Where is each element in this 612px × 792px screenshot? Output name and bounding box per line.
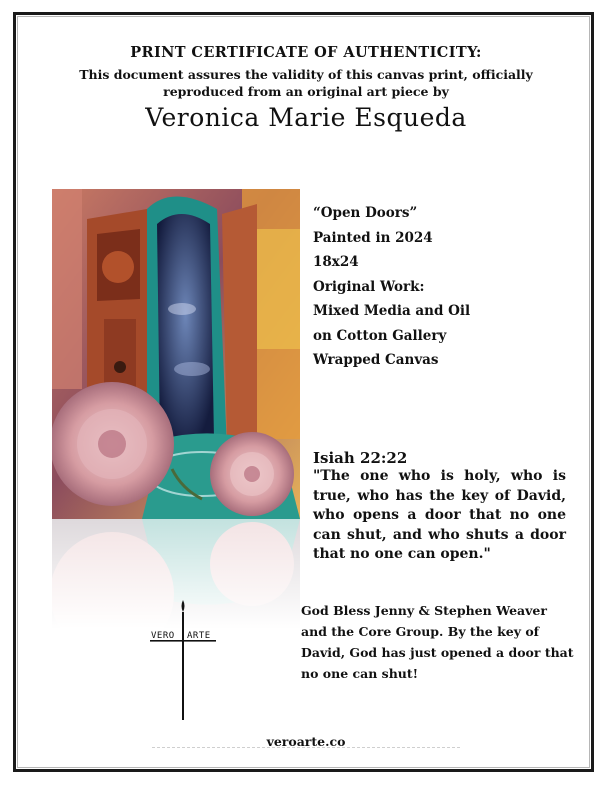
- open-doors-painting: [52, 189, 300, 519]
- artwork-title: “Open Doors”: [313, 205, 418, 221]
- artist-name: Veronica Marie Esqueda: [145, 103, 467, 132]
- artwork-medium-line-2: on Cotton Gallery: [313, 327, 447, 344]
- certificate-statement-line-1: This document assures the validity of this canvas print, officially: [79, 67, 533, 82]
- artwork-image: [52, 189, 300, 519]
- blessing-message: God Bless Jenny & Stephen Weaver and the Core Group. By the key of David, God has just opened a door that no one can shut!: [301, 603, 574, 681]
- logo-text-vero: VERO: [151, 631, 175, 641]
- artwork-medium-line-3: Wrapped Canvas: [313, 352, 439, 368]
- certificate-title: PRINT CERTIFICATE OF AUTHENTICITY:: [130, 44, 482, 61]
- artwork-work-type: Original Work:: [313, 278, 425, 295]
- verse-reference: Isiah 22:22: [313, 449, 408, 467]
- verse-text: "The one who is holy, who is true, who has the key of David, who opens a door that no one can shut, and who shuts a door that no one can open.": [313, 468, 566, 562]
- certificate-statement-line-2: reproduced from an original art piece by: [163, 84, 449, 99]
- artwork-details: [313, 201, 573, 373]
- artwork-size: 18x24: [313, 254, 359, 270]
- logo-text-arte: ARTE: [187, 631, 211, 641]
- scripture-verse: [313, 449, 566, 565]
- artwork-year: Painted in 2024: [313, 229, 433, 246]
- website-link[interactable]: veroarte.co: [266, 734, 346, 749]
- certificate-header: [0, 44, 612, 132]
- artwork-medium-line-1: Mixed Media and Oil: [313, 303, 471, 319]
- cross-paintbrush-icon: [148, 598, 218, 723]
